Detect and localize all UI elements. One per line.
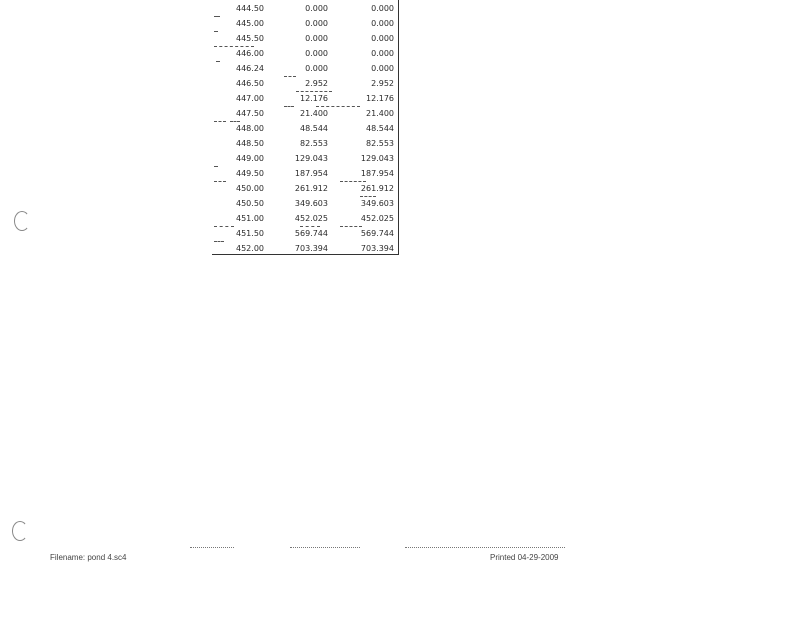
stage-storage-table: [212, 0, 399, 255]
table-row: [212, 181, 398, 196]
table-rule-mark: [214, 181, 226, 182]
table-row: [212, 46, 398, 61]
table-rule-mark: [214, 241, 224, 242]
incremental-storage-cell: 261.912: [294, 184, 328, 193]
incremental-storage-cell: 569.744: [294, 229, 328, 238]
footer-rule-mid: [290, 547, 360, 548]
table-row: [212, 76, 398, 91]
table-rule-mark: [316, 106, 360, 107]
table-row: [212, 226, 398, 241]
cumulative-storage-cell: 0.000: [371, 34, 394, 43]
elevation-cell: 445.00: [236, 19, 264, 28]
binder-hole-mark-lower: [12, 521, 28, 541]
table-row: [212, 16, 398, 31]
incremental-storage-cell: 0.000: [305, 64, 328, 73]
table-row: [212, 151, 398, 166]
table-row: [212, 1, 398, 16]
table-rule-mark: [214, 46, 254, 47]
table-rule-mark: [216, 61, 220, 62]
elevation-cell: 447.00: [236, 94, 264, 103]
cumulative-storage-cell: 349.603: [360, 199, 394, 208]
table-rule-mark: [230, 121, 240, 122]
incremental-storage-cell: 21.400: [300, 109, 328, 118]
cumulative-storage-cell: 452.025: [360, 214, 394, 223]
footer-filename: Filename: pond 4.sc4: [50, 553, 127, 562]
table-row: [212, 136, 398, 151]
cumulative-storage-cell: 703.394: [360, 244, 394, 253]
elevation-cell: 444.50: [236, 4, 264, 13]
elevation-cell: 446.24: [236, 64, 264, 73]
table-rule-mark: [214, 226, 234, 227]
cumulative-storage-cell: 187.954: [360, 169, 394, 178]
elevation-cell: 445.50: [236, 34, 264, 43]
table-rule-mark: [284, 76, 296, 77]
table-rule-mark: [340, 226, 362, 227]
incremental-storage-cell: 129.043: [294, 154, 328, 163]
elevation-cell: 449.50: [236, 169, 264, 178]
table-row: [212, 61, 398, 76]
table-rule-mark: [214, 121, 226, 122]
incremental-storage-cell: 187.954: [294, 169, 328, 178]
table-row: [212, 106, 398, 121]
table-row: [212, 121, 398, 136]
cumulative-storage-cell: 129.043: [360, 154, 394, 163]
elevation-cell: 446.00: [236, 49, 264, 58]
elevation-cell: 447.50: [236, 109, 264, 118]
table-row: [212, 211, 398, 226]
incremental-storage-cell: 48.544: [300, 124, 328, 133]
footer-printed-date: Printed 04-29-2009: [490, 553, 559, 562]
cumulative-storage-cell: 569.744: [360, 229, 394, 238]
cumulative-storage-cell: 2.952: [371, 79, 394, 88]
table-rule-mark: [360, 196, 376, 197]
elevation-cell: 450.50: [236, 199, 264, 208]
table-rule-mark: [214, 166, 218, 167]
table-rule-mark: [214, 16, 220, 17]
elevation-cell: 451.00: [236, 214, 264, 223]
table-rule-mark: [300, 226, 320, 227]
table-row: [212, 166, 398, 181]
table-rule-mark: [284, 106, 294, 107]
elevation-cell: 446.50: [236, 79, 264, 88]
table-rule-mark: [214, 31, 218, 32]
elevation-cell: 449.00: [236, 154, 264, 163]
cumulative-storage-cell: 0.000: [371, 4, 394, 13]
incremental-storage-cell: 349.603: [294, 199, 328, 208]
table-row: [212, 91, 398, 106]
footer-rule-left: [190, 547, 234, 548]
table-row: [212, 196, 398, 211]
incremental-storage-cell: 12.176: [300, 94, 328, 103]
elevation-cell: 448.50: [236, 139, 264, 148]
cumulative-storage-cell: 21.400: [366, 109, 394, 118]
elevation-cell: 450.00: [236, 184, 264, 193]
elevation-cell: 452.00: [236, 244, 264, 253]
incremental-storage-cell: 2.952: [305, 79, 328, 88]
incremental-storage-cell: 0.000: [305, 49, 328, 58]
incremental-storage-cell: 0.000: [305, 19, 328, 28]
table-row: [212, 241, 398, 256]
incremental-storage-cell: 0.000: [305, 34, 328, 43]
cumulative-storage-cell: 48.544: [366, 124, 394, 133]
cumulative-storage-cell: 82.553: [366, 139, 394, 148]
incremental-storage-cell: 0.000: [305, 4, 328, 13]
cumulative-storage-cell: 0.000: [371, 49, 394, 58]
footer-rule-right: [405, 547, 565, 548]
cumulative-storage-cell: 12.176: [366, 94, 394, 103]
table-row: [212, 31, 398, 46]
cumulative-storage-cell: 0.000: [371, 19, 394, 28]
incremental-storage-cell: 703.394: [294, 244, 328, 253]
elevation-cell: 451.50: [236, 229, 264, 238]
table-rule-mark: [296, 91, 332, 92]
binder-hole-mark-upper: [14, 211, 30, 231]
elevation-cell: 448.00: [236, 124, 264, 133]
table-rule-mark: [340, 181, 366, 182]
cumulative-storage-cell: 261.912: [360, 184, 394, 193]
incremental-storage-cell: 82.553: [300, 139, 328, 148]
cumulative-storage-cell: 0.000: [371, 64, 394, 73]
incremental-storage-cell: 452.025: [294, 214, 328, 223]
